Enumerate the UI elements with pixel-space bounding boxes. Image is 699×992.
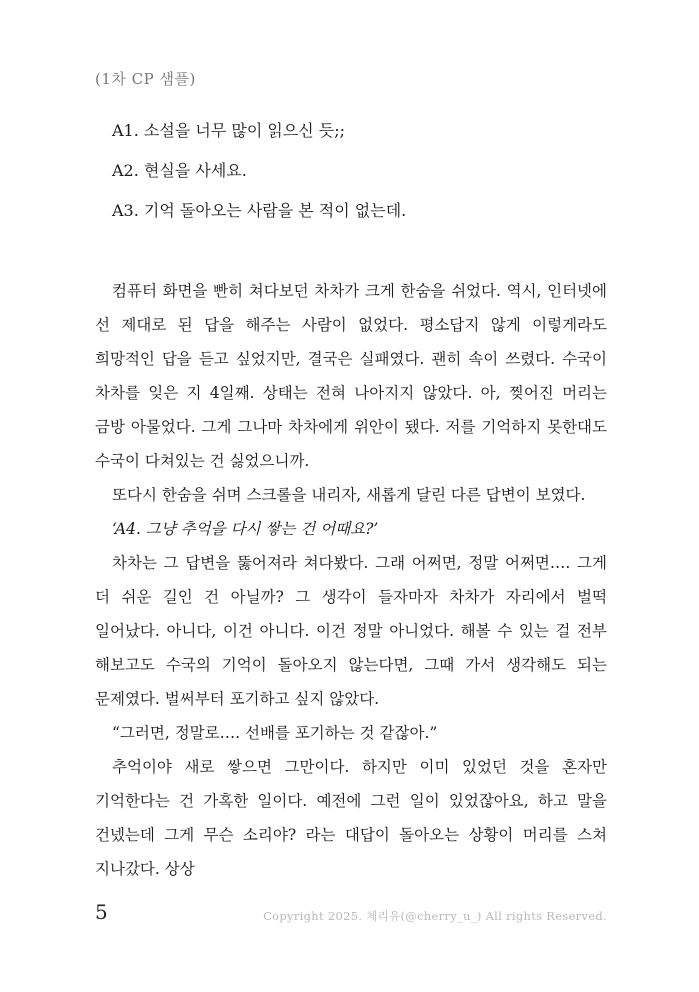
story-body [95,274,607,886]
answer-item-a3: A3. 기억 돌아오는 사람을 본 적이 없는데. [112,201,407,220]
answer-list [112,118,612,238]
page-number: 5 [95,900,108,924]
page-footer [95,900,607,930]
answer-item-a1: A1. 소설을 너무 많이 읽으신 듯;; [112,121,346,140]
copyright-notice: Copyright 2025. 체리유(@cherry_u_) All rights Reserved. [263,909,607,923]
paragraph-quote-a4: ‘A4. 그냥 추억을 다시 쌓는 건 어때요?’ [112,520,379,538]
answer-item-a2: A2. 현실을 사세요. [112,161,247,180]
paragraph-2: 또다시 한숨을 쉬며 스크롤을 내리자, 새롭게 달린 다른 답변이 보였다. [112,486,586,504]
paragraph-6: 추억이야 새로 쌓으면 그만이다. 하지만 이미 있었던 것을 혼자만 기억한다는 건 가혹한 일이다. 예전에 그런 일이 있었잖아요, 하고 말을 건넸는데 그게 무슨 소리야? 라는 대답이 돌아오는 상황이 머리를 스쳐 지나갔다. 상상 [95,758,607,878]
sample-header-label: (1차 CP 샘플) [95,70,196,88]
paragraph-4: 차차는 그 답변을 뚫어져라 쳐다봤다. 그래 어쩌면, 정말 어쩌면…. 그게 더 쉬운 길인 건 아닐까? 그 생각이 들자마자 차차가 자리에서 벌떡 일어났다. 아니다, 이건 아니다. 이건 정말 아니었다. 해볼 수 있는 걸 전부 해보고도 수국의 기억이 돌아오지 않는다면, 그때 가서 생각해도 되는 문제였다. 벌써부터 포기하고 싶지 않았다. [95,554,607,708]
paragraph-1: 컴퓨터 화면을 빤히 쳐다보던 차차가 크게 한숨을 쉬었다. 역시, 인터넷에 선 제대로 된 답을 해주는 사람이 없었다. 평소답지 않게 이렇게라도 희망적인 답을 듣고 싶었지만, 결국은 실패였다. 괜히 속이 쓰렸다. 수국이 차차를 잊은 지 4일째. 상태는 전혀 나아지지 않았다. 아, 찢어진 머리는 금방 아물었다. 그게 그나마 차차에게 위안이 됐다. 저를 기억하지 못한대도 수국이 다쳐있는 건 싫었으니까. [95,282,607,470]
paragraph-dialogue: “그러면, 정말로…. 선배를 포기하는 것 같잖아.” [112,724,438,742]
